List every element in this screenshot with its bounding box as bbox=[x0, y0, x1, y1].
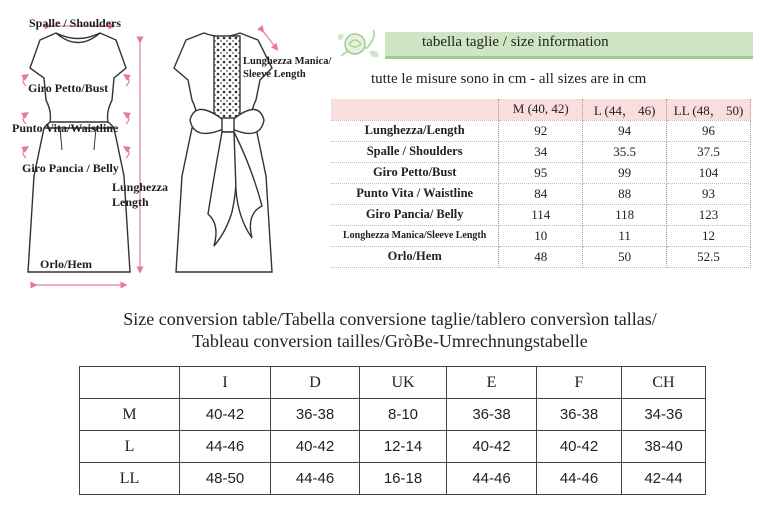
size-cell: 35.5 bbox=[583, 141, 667, 162]
size-header-cell: L (44， 46) bbox=[583, 99, 667, 120]
label-length-it: Lunghezza bbox=[112, 180, 169, 194]
conversion-header-cell: UK bbox=[360, 367, 447, 399]
conversion-size-label: M bbox=[80, 399, 180, 431]
conversion-cell: 40-42 bbox=[180, 399, 271, 431]
size-cell: 37.5 bbox=[667, 141, 751, 162]
size-row-label: Spalle / Shoulders bbox=[331, 141, 499, 162]
size-cell: 95 bbox=[499, 162, 583, 183]
size-table-wrap bbox=[331, 99, 754, 271]
conversion-size-label: LL bbox=[80, 463, 180, 495]
conversion-cell: 40-42 bbox=[447, 431, 537, 463]
conversion-cell: 34-36 bbox=[622, 399, 706, 431]
conversion-cell: 42-44 bbox=[622, 463, 706, 495]
size-row bbox=[331, 162, 751, 183]
size-cell: 92 bbox=[499, 120, 583, 141]
conversion-cell: 44-46 bbox=[537, 463, 622, 495]
conversion-cell: 36-38 bbox=[537, 399, 622, 431]
conversion-header-cell: F bbox=[537, 367, 622, 399]
size-row-label: Giro Pancia/ Belly bbox=[331, 204, 499, 225]
size-header-cell: M (40, 42) bbox=[499, 99, 583, 120]
conversion-header-cell: D bbox=[271, 367, 360, 399]
size-header-cell: LL (48， 50) bbox=[667, 99, 751, 120]
label-hem: Orlo/Hem bbox=[40, 257, 92, 271]
size-row bbox=[331, 141, 751, 162]
conversion-cell: 40-42 bbox=[537, 431, 622, 463]
size-row-label: Lunghezza/Length bbox=[331, 120, 499, 141]
size-row bbox=[331, 204, 751, 225]
conversion-title-line2: Tableau conversion tailles/GròBe-Umrechnungstabelle bbox=[192, 331, 588, 351]
label-sleeve-en: Sleeve Length bbox=[243, 69, 306, 80]
label-waist: Punto Vita/Waistline bbox=[12, 121, 119, 135]
size-cell: 34 bbox=[499, 141, 583, 162]
label-length-en: Length bbox=[112, 195, 149, 209]
size-cell: 10 bbox=[499, 225, 583, 246]
conversion-header-cell: E bbox=[447, 367, 537, 399]
dress-illustration bbox=[0, 0, 335, 300]
conversion-header-cell: CH bbox=[622, 367, 706, 399]
conversion-header-row bbox=[80, 367, 706, 399]
label-sleeve-it: Lunghezza Manica/ bbox=[243, 56, 332, 67]
conversion-cell: 40-42 bbox=[271, 431, 360, 463]
size-cell: 114 bbox=[499, 204, 583, 225]
size-row bbox=[331, 183, 751, 204]
size-cell: 88 bbox=[583, 183, 667, 204]
conversion-header-cell: I bbox=[180, 367, 271, 399]
rose-icon bbox=[333, 26, 383, 66]
conversion-cell: 44-46 bbox=[180, 431, 271, 463]
conversion-size-label: L bbox=[80, 431, 180, 463]
size-row bbox=[331, 225, 751, 246]
size-row-label: Punto Vita / Waistline bbox=[331, 183, 499, 204]
conversion-title-line1: Size conversion table/Tabella conversione taglie/tablero conversìon tallas/ bbox=[123, 309, 657, 329]
size-table-header bbox=[331, 99, 751, 120]
conversion-cell: 48-50 bbox=[180, 463, 271, 495]
size-cell: 48 bbox=[499, 246, 583, 267]
front-dress bbox=[28, 33, 130, 272]
size-info-subtitle: tutte le misure sono in cm - all sizes are in cm bbox=[371, 71, 647, 87]
size-row bbox=[331, 246, 751, 267]
size-cell: 96 bbox=[667, 120, 751, 141]
size-cell: 94 bbox=[583, 120, 667, 141]
size-cell: 104 bbox=[667, 162, 751, 183]
size-cell: 123 bbox=[667, 204, 751, 225]
size-cell: 99 bbox=[583, 162, 667, 183]
size-row-label: Longhezza Manica/Sleeve Length bbox=[331, 225, 499, 246]
conversion-cell: 44-46 bbox=[447, 463, 537, 495]
size-cell: 11 bbox=[583, 225, 667, 246]
conversion-row bbox=[80, 463, 706, 495]
size-row-label: Giro Petto/Bust bbox=[331, 162, 499, 183]
conversion-cell: 36-38 bbox=[447, 399, 537, 431]
label-belly: Giro Pancia / Belly bbox=[22, 161, 119, 175]
size-cell: 93 bbox=[667, 183, 751, 204]
conversion-table bbox=[79, 366, 706, 495]
conversion-row bbox=[80, 431, 706, 463]
size-cell: 84 bbox=[499, 183, 583, 204]
size-cell: 52.5 bbox=[667, 246, 751, 267]
conversion-row bbox=[80, 399, 706, 431]
size-row-label: Orlo/Hem bbox=[331, 246, 499, 267]
size-row bbox=[331, 120, 751, 141]
size-info-title: tabella taglie / size information bbox=[422, 34, 609, 50]
size-cell: 50 bbox=[583, 246, 667, 267]
conversion-cell: 16-18 bbox=[360, 463, 447, 495]
conversion-cell: 36-38 bbox=[271, 399, 360, 431]
size-cell: 118 bbox=[583, 204, 667, 225]
size-cell: 12 bbox=[667, 225, 751, 246]
label-bust: Giro Petto/Bust bbox=[28, 81, 109, 95]
size-table bbox=[331, 99, 751, 268]
size-header-cell bbox=[331, 99, 499, 120]
label-shoulders: Spalle / Shoulders bbox=[29, 16, 122, 30]
conversion-cell: 38-40 bbox=[622, 431, 706, 463]
conversion-header-cell bbox=[80, 367, 180, 399]
dress-drawing bbox=[0, 0, 335, 300]
conversion-cell: 8-10 bbox=[360, 399, 447, 431]
conversion-cell: 12-14 bbox=[360, 431, 447, 463]
conversion-cell: 44-46 bbox=[271, 463, 360, 495]
